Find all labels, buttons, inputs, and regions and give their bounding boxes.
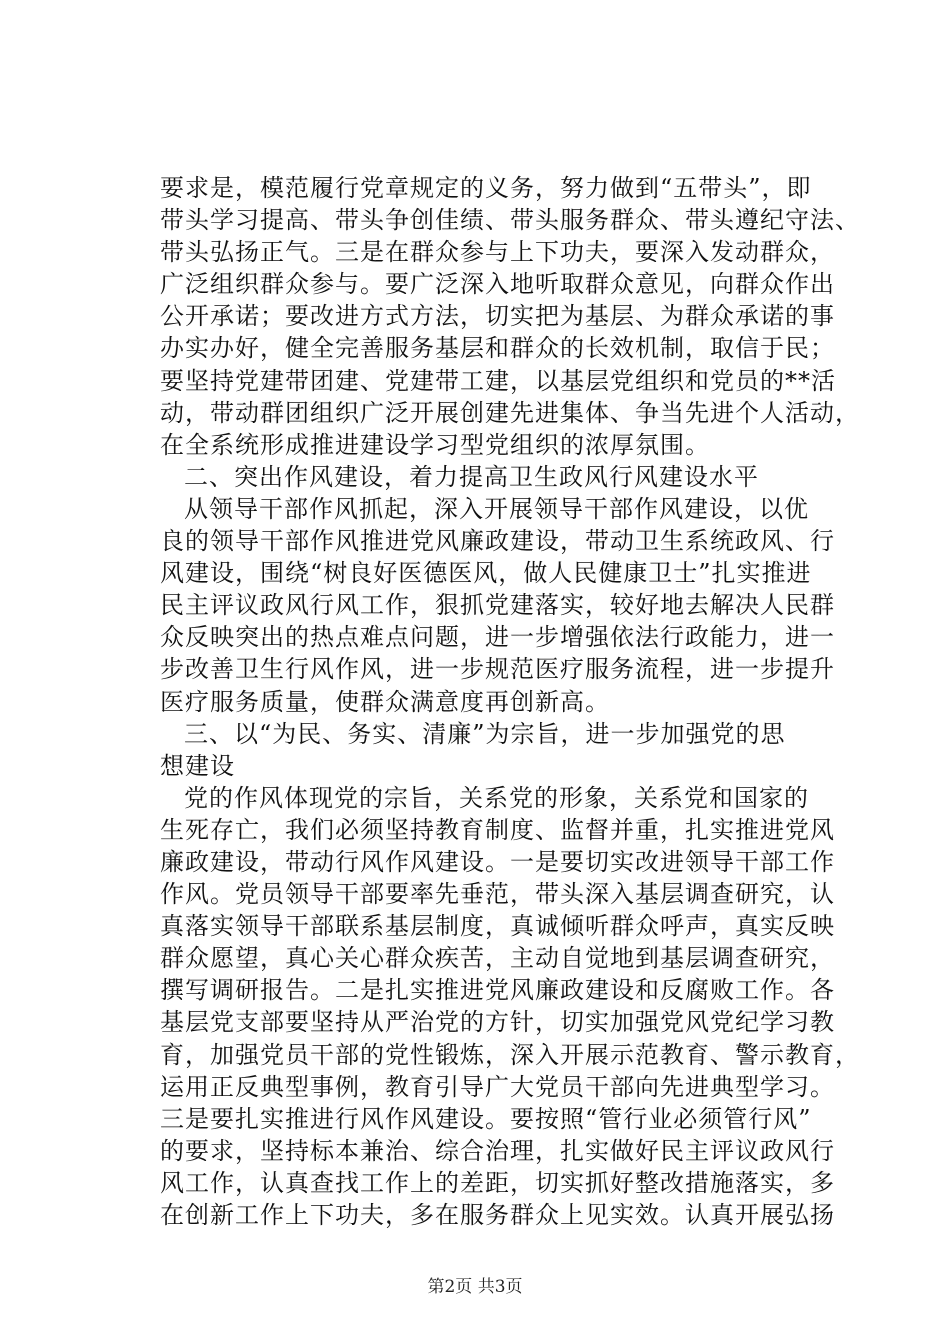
document-body (160, 172, 860, 1231)
text-line: 带头学习提高、带头争创佳绩、带头服务群众、带头遵纪守法、 (160, 206, 860, 235)
text-line: 三是要扎实推进行风作风建设。要按照“管行业必须管行风” (160, 1104, 812, 1133)
text-line: 在全系统形成推进建设学习型党组织的浓厚氛围。 (160, 430, 710, 459)
text-line: 育，加强党员干部的党性锻炼，深入开展示范教育、警示教育， (160, 1040, 860, 1069)
text-line: 基层党支部要坚持从严治党的方针，切实加强党风党纪学习教 (160, 1008, 835, 1037)
text-line: 的要求，坚持标本兼治、综合治理，扎实做好民主评议政风行 (160, 1136, 835, 1165)
text-line: 要坚持党建带团建、党建带工建，以基层党组织和党员的**活 (160, 366, 836, 395)
text-line: 办实办好，健全完善服务基层和群众的长效机制，取信于民； (160, 334, 835, 363)
text-line: 动，带动群团组织广泛开展创建先进集体、争当先进个人活动， (160, 398, 860, 427)
text-line: 要求是，模范履行党章规定的义务，努力做到“五带头”，即 (160, 174, 812, 202)
section-heading: 二、突出作风建设，着力提高卫生政风行风建设水平 (184, 462, 759, 491)
text-line: 在创新工作上下功夫，多在服务群众上见实效。认真开展弘扬 (160, 1201, 835, 1229)
paragraph-start: 党的作风体现党的宗旨，关系党的形象，关系党和国家的 (184, 783, 809, 812)
text-line: 众反映突出的热点难点问题，进一步增强依法行政能力，进一 (160, 623, 835, 652)
text-line: 风工作，认真查找工作上的差距，切实抓好整改措施落实，多 (160, 1168, 835, 1197)
text-line: 群众愿望，真心关心群众疾苦，主动自觉地到基层调查研究， (160, 944, 835, 973)
paragraph-start: 从领导干部作风抓起，深入开展领导干部作风建设，以优 (184, 494, 809, 523)
text-line: 医疗服务质量，使群众满意度再创新高。 (160, 687, 610, 716)
section-heading: 三、以“为民、务实、清廉”为宗旨，进一步加强党的思 (184, 719, 786, 748)
text-line: 廉政建设，带动行风作风建设。一是要切实改进领导干部工作 (160, 847, 835, 876)
text-line: 真落实领导干部联系基层制度，真诚倾听群众呼声，真实反映 (160, 912, 835, 941)
text-line: 民主评议政风行风工作，狠抓党建落实，较好地去解决人民群 (160, 591, 835, 620)
text-line: 生死存亡，我们必须坚持教育制度、监督并重，扎实推进党风 (160, 815, 835, 844)
text-line: 带头弘扬正气。三是在群众参与上下功夫，要深入发动群众， (160, 238, 835, 267)
text-line: 广泛组织群众参与。要广泛深入地听取群众意见，向群众作出 (160, 270, 835, 299)
text-line: 运用正反典型事例，教育引导广大党员干部向先进典型学习。 (160, 1072, 835, 1101)
text-line: 撰写调研报告。二是扎实推进党风廉政建设和反腐败工作。各 (160, 976, 835, 1005)
text-line: 公开承诺；要改进方式方法，切实把为基层、为群众承诺的事 (160, 302, 835, 331)
text-line: 作风。党员领导干部要率先垂范，带头深入基层调查研究，认 (160, 880, 835, 909)
page-footer: 第2页 共3页 (427, 1277, 523, 1297)
text-line: 良的领导干部作风推进党风廉政建设，带动卫生系统政风、行 (160, 527, 835, 556)
text-line: 步改善卫生行风作风，进一步规范医疗服务流程，进一步提升 (160, 655, 835, 684)
text-line: 风建设，围绕“树良好医德医风，做人民健康卫士”扎实推进 (160, 559, 812, 588)
section-heading-continued: 想建设 (160, 751, 235, 780)
